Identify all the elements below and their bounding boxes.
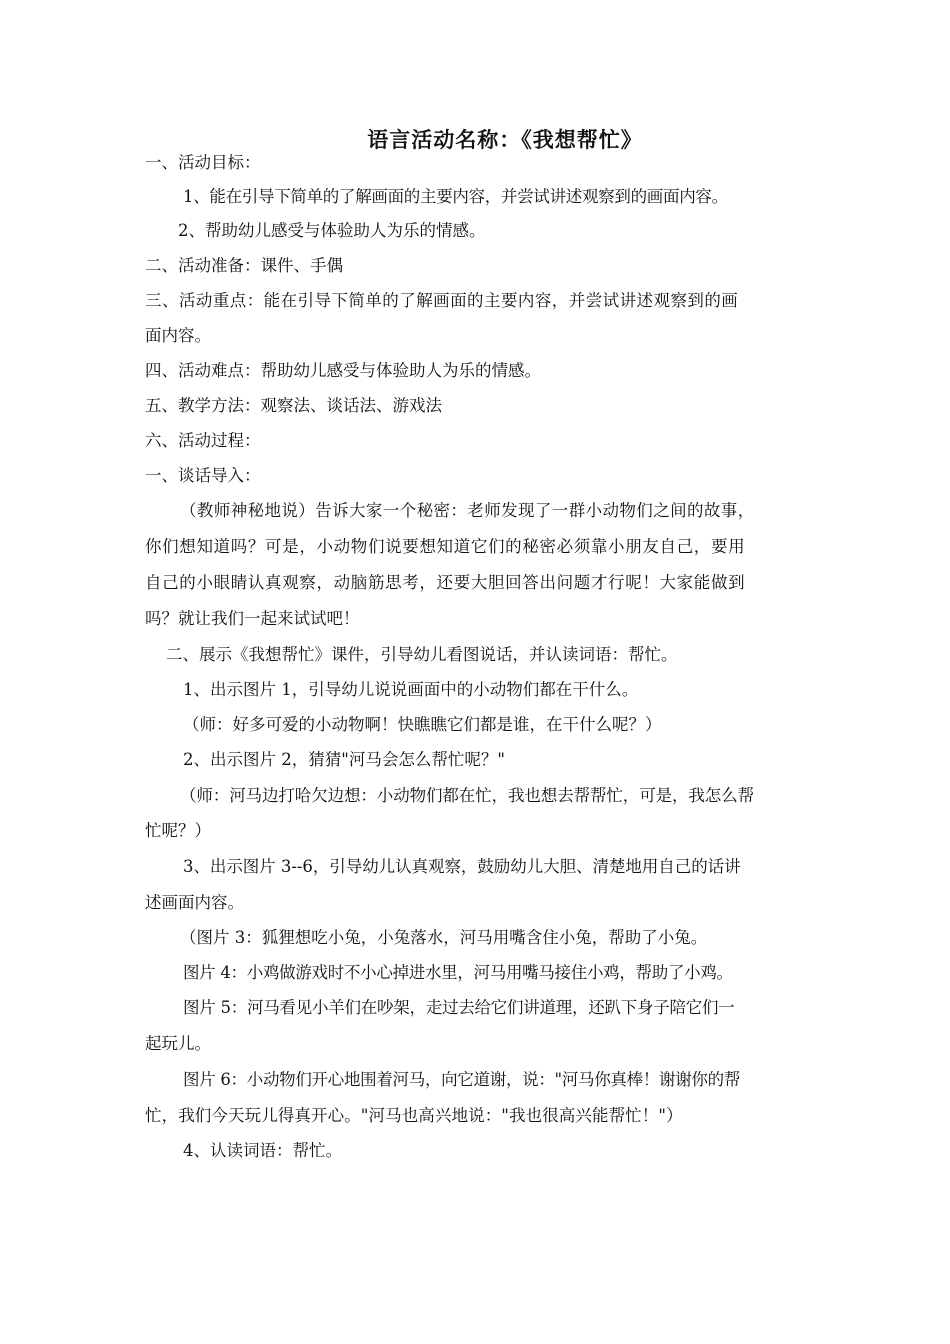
paragraph-line: （教师神秘地说）告诉大家一个秘密：老师发现了一群小动物们之间的故事， — [180, 501, 755, 520]
list-item: 1、出示图片 1，引导幼儿说说画面中的小动物们都在干什么。 — [183, 680, 639, 699]
page-title: 语言活动名称：《我想帮忙》 — [367, 127, 643, 152]
goal-item-2: 2、帮助幼儿感受与体验助人为乐的情感。 — [178, 221, 486, 240]
section-key-point-cont: 面内容。 — [145, 326, 211, 345]
picture-description: 图片 5：河马看见小羊们在吵架，走过去给它们讲道理，还趴下身子陪它们一 — [183, 998, 735, 1017]
list-item: 2、出示图片 2，猜猜"河马会怎么帮忙呢？" — [183, 750, 505, 769]
section-process: 六、活动过程： — [145, 431, 261, 450]
list-item: 3、出示图片 3--6，引导幼儿认真观察，鼓励幼儿大胆、清楚地用自己的话讲 — [183, 857, 741, 876]
goal-item-1: 1、能在引导下简单的了解画面的主要内容，并尝试讲述观察到的画面内容。 — [183, 187, 728, 206]
list-item: （师：好多可爱的小动物啊！快瞧瞧它们都是谁，在干什么呢？） — [183, 715, 662, 734]
step-intro-heading: 一、谈话导入： — [145, 466, 261, 485]
picture-description-cont: 忙，我们今天玩儿得真开心。"河马也高兴地说："我也很高兴能帮忙！"） — [145, 1106, 683, 1125]
section-key-point: 三、活动重点：能在引导下简单的了解画面的主要内容，并尝试讲述观察到的画 — [145, 291, 739, 310]
picture-description: （图片 3：狐狸想吃小兔，小兔落水，河马用嘴含住小兔，帮助了小兔。 — [180, 928, 708, 947]
picture-description: 图片 4：小鸡做游戏时不小心掉进水里，河马用嘴马接住小鸡，帮助了小鸡。 — [183, 963, 733, 982]
step-show-heading: 二、展示《我想帮忙》课件，引导幼儿看图说话，并认读词语：帮忙。 — [166, 645, 678, 664]
paragraph-line: 自己的小眼睛认真观察，动脑筋思考，还要大胆回答出问题才行呢！大家能做到 — [145, 573, 746, 592]
list-item: （师：河马边打哈欠边想：小动物们都在忙，我也想去帮帮忙，可是，我怎么帮 — [180, 786, 755, 805]
section-method: 五、教学方法：观察法、谈话法、游戏法 — [145, 396, 442, 415]
paragraph-line: 你们想知道吗？可是，小动物们说要想知道它们的秘密必须靠小朋友自己，要用 — [145, 537, 746, 556]
section-preparation: 二、活动准备：课件、手偶 — [145, 256, 343, 275]
picture-description-cont: 起玩儿。 — [145, 1034, 211, 1053]
list-item: 4、认读词语：帮忙。 — [183, 1141, 342, 1160]
list-item-cont: 述画面内容。 — [145, 893, 244, 912]
section-difficulty: 四、活动难点：帮助幼儿感受与体验助人为乐的情感。 — [145, 361, 541, 380]
paragraph-line: 吗？就让我们一起来试试吧！ — [145, 609, 360, 628]
section-heading-goals: 一、活动目标： — [145, 153, 261, 172]
picture-description: 图片 6：小动物们开心地围着河马，向它道谢，说："河马你真棒！谢谢你的帮 — [183, 1070, 741, 1089]
list-item-cont: 忙呢？） — [145, 821, 211, 840]
